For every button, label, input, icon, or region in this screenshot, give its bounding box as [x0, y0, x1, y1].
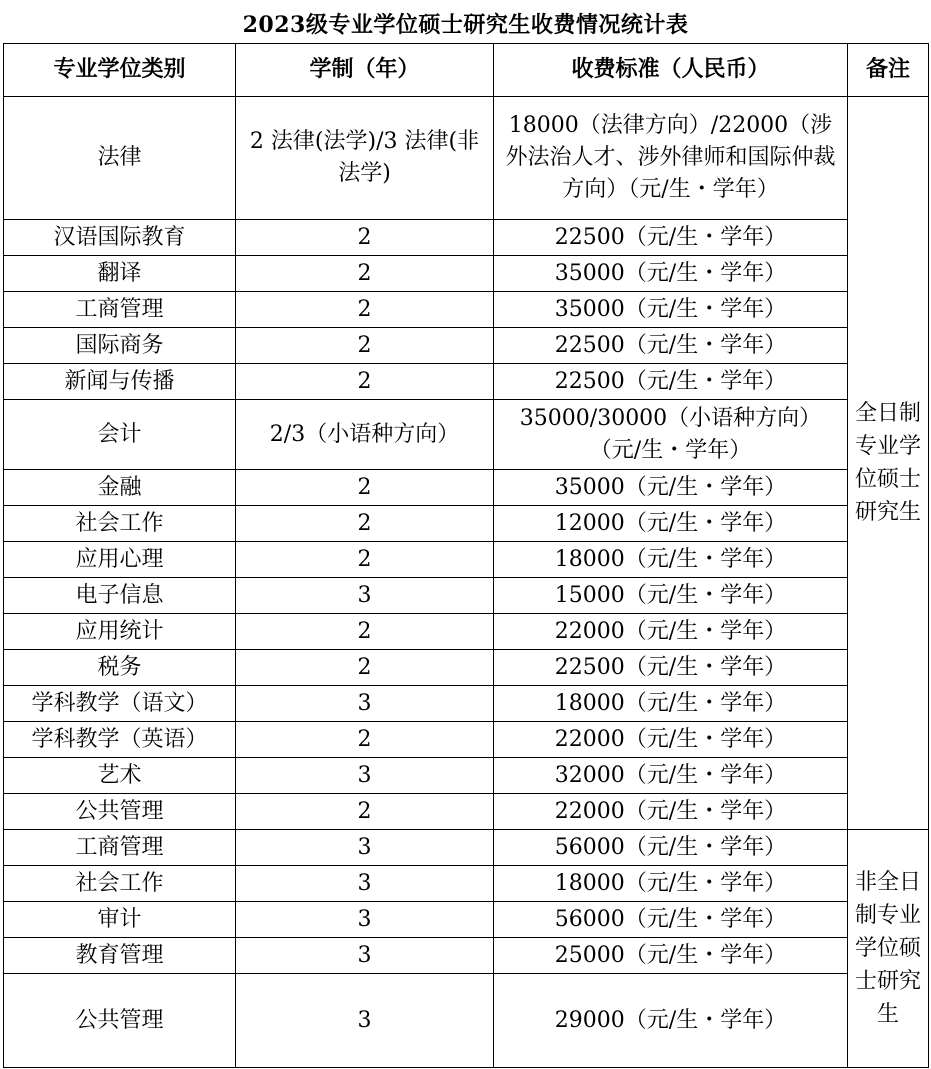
- cell-fee: 35000/30000（小语种方向）（元/生・学年）: [494, 400, 848, 470]
- cell-duration: 3: [236, 758, 494, 794]
- fee-table: [3, 43, 929, 1068]
- cell-duration: 3: [236, 686, 494, 722]
- cell-fee: 15000（元/生・学年）: [494, 578, 848, 614]
- cell-duration: 2: [236, 506, 494, 542]
- table-row: [4, 400, 929, 470]
- cell-category: 会计: [4, 400, 236, 470]
- cell-category: 学科教学（语文）: [4, 686, 236, 722]
- cell-fee: 29000（元/生・学年）: [494, 974, 848, 1068]
- table-row: [4, 722, 929, 758]
- cell-category: 教育管理: [4, 938, 236, 974]
- table-row: [4, 220, 929, 256]
- page-title: 2023级专业学位硕士研究生收费情况统计表: [242, 12, 689, 38]
- cell-fee: 22500（元/生・学年）: [494, 364, 848, 400]
- cell-category: 审计: [4, 902, 236, 938]
- cell-fee: 35000（元/生・学年）: [494, 256, 848, 292]
- cell-duration: 2: [236, 292, 494, 328]
- cell-category: 公共管理: [4, 974, 236, 1068]
- cell-duration: 3: [236, 902, 494, 938]
- full-time-note: 全日制专业学位硕士研究生: [848, 97, 929, 830]
- cell-duration: 2/3（小语种方向）: [236, 400, 494, 470]
- cell-fee: 22000（元/生・学年）: [494, 794, 848, 830]
- cell-category: 应用统计: [4, 614, 236, 650]
- cell-category: 工商管理: [4, 830, 236, 866]
- cell-category: 社会工作: [4, 506, 236, 542]
- table-row: [4, 794, 929, 830]
- cell-duration: 2: [236, 650, 494, 686]
- table-row: [4, 470, 929, 506]
- cell-fee: 18000（元/生・学年）: [494, 866, 848, 902]
- table-row: [4, 328, 929, 364]
- cell-fee: 35000（元/生・学年）: [494, 292, 848, 328]
- cell-fee: 22500（元/生・学年）: [494, 650, 848, 686]
- table-row: [4, 866, 929, 902]
- cell-category: 电子信息: [4, 578, 236, 614]
- cell-duration: 3: [236, 938, 494, 974]
- table-row: [4, 578, 929, 614]
- table-row: [4, 938, 929, 974]
- cell-category: 学科教学（英语）: [4, 722, 236, 758]
- cell-duration: 2: [236, 470, 494, 506]
- cell-fee: 32000（元/生・学年）: [494, 758, 848, 794]
- cell-fee: 35000（元/生・学年）: [494, 470, 848, 506]
- table-row: [4, 292, 929, 328]
- table-row: [4, 614, 929, 650]
- table-row: [4, 97, 929, 220]
- header-duration: 学制（年）: [236, 44, 494, 97]
- cell-category: 新闻与传播: [4, 364, 236, 400]
- cell-duration: 2: [236, 328, 494, 364]
- cell-duration: 2: [236, 256, 494, 292]
- cell-fee: 22500（元/生・学年）: [494, 220, 848, 256]
- table-row: [4, 364, 929, 400]
- cell-category: 税务: [4, 650, 236, 686]
- cell-fee: 56000（元/生・学年）: [494, 830, 848, 866]
- cell-category: 汉语国际教育: [4, 220, 236, 256]
- cell-fee: 56000（元/生・学年）: [494, 902, 848, 938]
- header-category: 专业学位类别: [4, 44, 236, 97]
- cell-duration: 3: [236, 974, 494, 1068]
- table-row: [4, 256, 929, 292]
- cell-category: 应用心理: [4, 542, 236, 578]
- cell-category: 公共管理: [4, 794, 236, 830]
- cell-fee: 12000（元/生・学年）: [494, 506, 848, 542]
- cell-category: 法律: [4, 97, 236, 220]
- cell-duration: 2: [236, 364, 494, 400]
- cell-duration: 3: [236, 866, 494, 902]
- cell-duration: 2: [236, 722, 494, 758]
- table-row: [4, 902, 929, 938]
- cell-duration: 3: [236, 578, 494, 614]
- cell-fee: 22500（元/生・学年）: [494, 328, 848, 364]
- cell-fee: 18000（法律方向）/22000（涉外法治人才、涉外律师和国际仲裁方向）（元/生・学年）: [494, 97, 848, 220]
- cell-duration: 2 法律(法学)/3 法律(非法学): [236, 97, 494, 220]
- table-row: [4, 686, 929, 722]
- cell-category: 翻译: [4, 256, 236, 292]
- cell-fee: 22000（元/生・学年）: [494, 722, 848, 758]
- cell-duration: 2: [236, 794, 494, 830]
- cell-fee: 18000（元/生・学年）: [494, 686, 848, 722]
- header-row: [4, 44, 929, 97]
- table-row: [4, 758, 929, 794]
- cell-fee: 25000（元/生・学年）: [494, 938, 848, 974]
- table-row: [4, 974, 929, 1068]
- table-row: [4, 506, 929, 542]
- header-note: 备注: [848, 44, 929, 97]
- cell-category: 国际商务: [4, 328, 236, 364]
- cell-duration: 3: [236, 830, 494, 866]
- cell-duration: 2: [236, 542, 494, 578]
- table-row: [4, 650, 929, 686]
- cell-category: 工商管理: [4, 292, 236, 328]
- header-fee: 收费标准（人民币）: [494, 44, 848, 97]
- cell-category: 艺术: [4, 758, 236, 794]
- part-time-note: 非全日制专业学位硕士研究生: [848, 830, 929, 1068]
- cell-duration: 2: [236, 614, 494, 650]
- cell-duration: 2: [236, 220, 494, 256]
- cell-fee: 18000（元/生・学年）: [494, 542, 848, 578]
- cell-category: 金融: [4, 470, 236, 506]
- cell-fee: 22000（元/生・学年）: [494, 614, 848, 650]
- table-row: [4, 830, 929, 866]
- table-row: [4, 542, 929, 578]
- cell-category: 社会工作: [4, 866, 236, 902]
